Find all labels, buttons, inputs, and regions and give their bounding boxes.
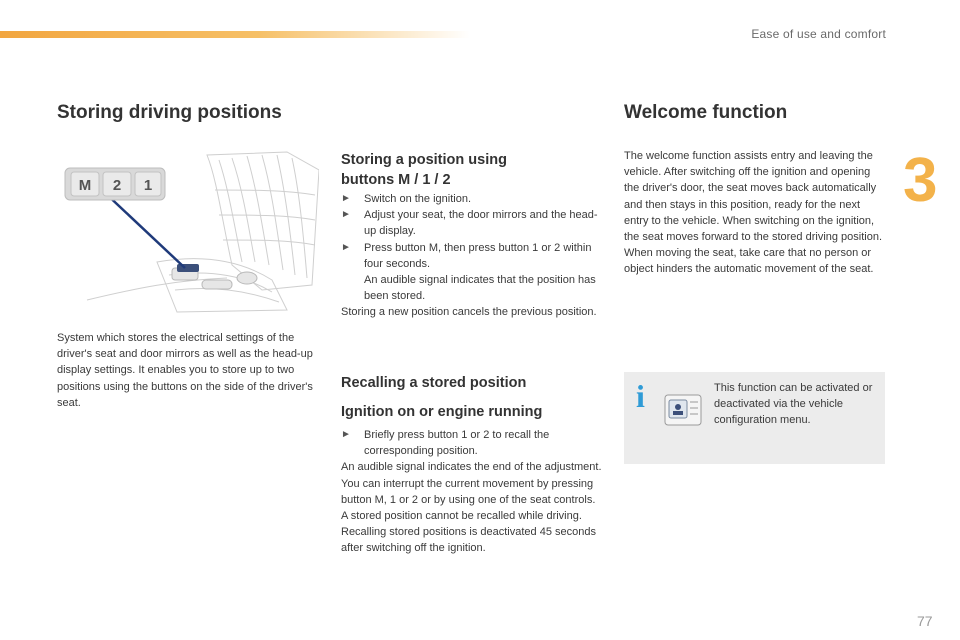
recalling-position-heading: Recalling a stored position	[341, 375, 527, 391]
storing-position-heading: Storing a position using buttons M / 1 / 2	[341, 152, 507, 188]
bullet-marker-icon: ►	[341, 193, 351, 204]
recall-interrupt-note: You can interrupt the current movement by pressing button M, 1 or 2 or by using one of the seat controls.	[341, 477, 596, 506]
storing-step-1: ► Switch on the ignition.	[341, 191, 603, 207]
section-label: Ease of use and comfort	[751, 27, 886, 41]
recall-deactivated-note: Recalling stored positions is deactivated 45 seconds after switching off the ignition.	[341, 526, 596, 555]
recalling-steps	[341, 427, 603, 557]
figure-button-2-label: 2	[112, 177, 122, 194]
storing-signal-note: An audible signal indicates that the position has been stored.	[364, 274, 596, 303]
header-accent-bar	[0, 31, 470, 38]
recall-driving-note: A stored position cannot be recalled while driving.	[341, 510, 582, 523]
vehicle-configuration-icon	[664, 394, 702, 426]
storing-description: System which stores the electrical settings of the driver's seat and door mirrors as well as the head-up display settings. It enables you to store up to two positions using the buttons on the side of the driver's seat.	[57, 332, 313, 409]
info-icon: i	[636, 378, 645, 414]
chapter-number: 3	[903, 146, 938, 215]
storing-step-2: ► Adjust your seat, the door mirrors and the head-up display.	[341, 209, 598, 238]
bullet-marker-icon: ►	[341, 209, 351, 221]
recall-signal-note: An audible signal indicates the end of the adjustment.	[341, 461, 602, 474]
page-number: 77	[917, 613, 933, 629]
welcome-function-title: Welcome function	[624, 102, 788, 123]
storing-driving-positions-title: Storing driving positions	[57, 102, 282, 123]
figure-button-1-label: 1	[143, 177, 153, 194]
figure-button-m-label: M	[78, 177, 92, 194]
storing-step-3: ► Press button M, then press button 1 or 2 within four seconds.	[341, 241, 592, 270]
info-box	[624, 372, 885, 464]
bullet-marker-icon: ►	[341, 429, 351, 440]
info-text: This function can be activated or deactivated via the vehicle configuration menu.	[714, 382, 873, 426]
bullet-marker-icon: ►	[341, 241, 351, 253]
storing-steps	[341, 191, 603, 321]
recall-step-1: ► Briefly press button 1 or 2 to recall the corresponding position.	[341, 429, 550, 458]
ignition-on-heading: Ignition on or engine running	[341, 404, 543, 420]
storing-cancel-note: Storing a new position cancels the previous position.	[341, 306, 597, 319]
seat-memory-buttons-illustration	[57, 150, 319, 315]
welcome-function-body: The welcome function assists entry and leaving the vehicle. After switching off the ignition and opening the driver's door, the seat moves back automatically and then stays in this position, ready for the next entry to the vehicle. When switching on the ignition, the seat moves forward to the stored driving position. When moving the seat, take care that no person or object hinders the automatic movement of the seat.	[624, 150, 883, 276]
